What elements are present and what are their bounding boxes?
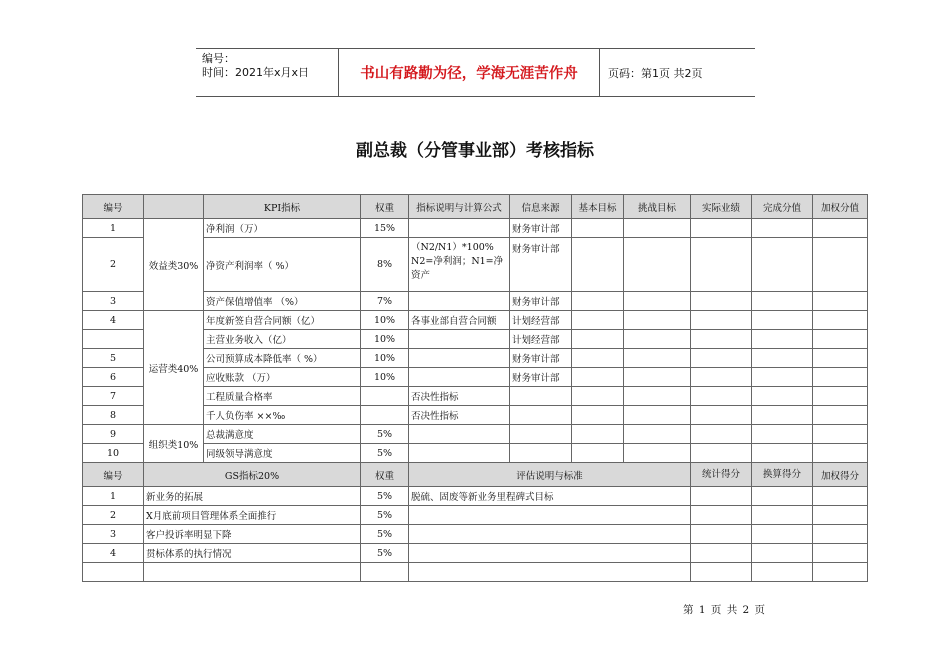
indicator-source: 计划经营部 (510, 311, 572, 330)
gs-indicator-name: 客户投诉率明显下降 (144, 525, 361, 544)
table-row (83, 425, 868, 444)
table-row (83, 525, 868, 544)
indicator-weight: 5% (361, 444, 409, 463)
page-header (196, 48, 755, 97)
table-row (83, 487, 868, 506)
cell (624, 444, 691, 463)
row-number: 3 (83, 292, 144, 311)
gs-header-row (83, 463, 868, 487)
indicator-name: 总裁满意度 (204, 425, 361, 444)
cell (691, 349, 752, 368)
cell (572, 444, 624, 463)
gs-indicator-name: 贯标体系的执行情况 (144, 544, 361, 563)
group-label: 运营类40% (144, 311, 204, 425)
indicator-source: 财务审计部 (510, 238, 572, 292)
cell (691, 525, 752, 544)
indicator-name: 工程质量合格率 (204, 387, 361, 406)
cell (572, 368, 624, 387)
cell (691, 506, 752, 525)
cell (144, 563, 361, 582)
header-cell: KPI指标 (204, 195, 361, 219)
indicator-weight: 10% (361, 349, 409, 368)
indicator-weight: 10% (361, 311, 409, 330)
indicator-source (510, 425, 572, 444)
indicator-name: 净资产利润率（ %） (204, 238, 361, 292)
header-cell: 换算得分 (752, 463, 813, 487)
cell (813, 349, 868, 368)
header-cell: 实际业绩 (691, 195, 752, 219)
gs-indicator-desc (409, 525, 691, 544)
number-label: 编号： (202, 52, 235, 65)
indicator-desc: 各事业部自营合同额 (409, 311, 510, 330)
header-cell: 信息来源 (510, 195, 572, 219)
gs-indicator-weight: 5% (361, 544, 409, 563)
cell (572, 387, 624, 406)
cell (752, 563, 813, 582)
cell (624, 219, 691, 238)
cell (572, 406, 624, 425)
header-cell (144, 195, 204, 219)
indicator-desc (409, 330, 510, 349)
row-number: 5 (83, 349, 144, 368)
cell (624, 368, 691, 387)
cell (572, 311, 624, 330)
indicator-weight: 15% (361, 219, 409, 238)
cell (752, 292, 813, 311)
cell (572, 219, 624, 238)
row-number: 3 (83, 525, 144, 544)
cell (624, 349, 691, 368)
group-label: 效益类30% (144, 219, 204, 311)
cell (572, 425, 624, 444)
gs-indicator-name: X月底前项目管理体系全面推行 (144, 506, 361, 525)
header-cell: 完成分值 (752, 195, 813, 219)
cell (752, 330, 813, 349)
kpi-table (82, 194, 868, 582)
table-row (83, 563, 868, 582)
indicator-desc (409, 444, 510, 463)
cell (752, 368, 813, 387)
table-row (83, 544, 868, 563)
cell (624, 387, 691, 406)
cell (752, 544, 813, 563)
cell (572, 330, 624, 349)
gs-indicator-desc: 脱硫、固废等新业务里程碑式目标 (409, 487, 691, 506)
cell (691, 311, 752, 330)
cell (752, 487, 813, 506)
row-number (83, 330, 144, 349)
cell (813, 238, 868, 292)
cell (691, 563, 752, 582)
indicator-source: 财务审计部 (510, 219, 572, 238)
indicator-name: 同级领导满意度 (204, 444, 361, 463)
header-cell: 指标说明与计算公式 (409, 195, 510, 219)
cell (752, 387, 813, 406)
indicator-desc: 否决性指标 (409, 406, 510, 425)
cell (813, 544, 868, 563)
indicator-name: 年度新签自营合同额（亿） (204, 311, 361, 330)
cell (813, 292, 868, 311)
header-cell: 挑战目标 (624, 195, 691, 219)
indicator-desc (409, 292, 510, 311)
cell (691, 406, 752, 425)
header-cell: 权重 (361, 463, 409, 487)
indicator-desc: 否决性指标 (409, 387, 510, 406)
cell (813, 506, 868, 525)
row-number: 9 (83, 425, 144, 444)
indicator-weight: 5% (361, 425, 409, 444)
cell (361, 563, 409, 582)
header-cell: 权重 (361, 195, 409, 219)
indicator-name: 资产保值增值率 （%） (204, 292, 361, 311)
gs-indicator-weight: 5% (361, 506, 409, 525)
header-cell: 统计得分 (691, 463, 752, 487)
indicator-weight: 7% (361, 292, 409, 311)
cell (691, 219, 752, 238)
cell (752, 444, 813, 463)
header-cell: 评估说明与标准 (409, 463, 691, 487)
header-page-info: 页码：第1页 共2页 (608, 66, 703, 80)
cell (752, 525, 813, 544)
indicator-source: 财务审计部 (510, 368, 572, 387)
row-number: 4 (83, 544, 144, 563)
time-label: 时间：2021年x月x日 (202, 66, 310, 79)
table-row (83, 311, 868, 330)
cell (813, 563, 868, 582)
row-number: 6 (83, 368, 144, 387)
cell (691, 444, 752, 463)
cell (813, 368, 868, 387)
cell (691, 330, 752, 349)
cell (813, 444, 868, 463)
row-number: 1 (83, 219, 144, 238)
cell (813, 219, 868, 238)
group-label: 组织类10% (144, 425, 204, 463)
indicator-source: 财务审计部 (510, 292, 572, 311)
cell (691, 487, 752, 506)
indicator-desc (409, 219, 510, 238)
row-number: 7 (83, 387, 144, 406)
gs-indicator-desc (409, 544, 691, 563)
indicator-name: 公司预算成本降低率（ %） (204, 349, 361, 368)
cell (691, 368, 752, 387)
cell (752, 506, 813, 525)
cell (752, 349, 813, 368)
row-number: 8 (83, 406, 144, 425)
row-number: 2 (83, 238, 144, 292)
gs-indicator-name: 新业务的拓展 (144, 487, 361, 506)
indicator-desc (409, 368, 510, 387)
cell (813, 487, 868, 506)
indicator-source (510, 387, 572, 406)
header-cell: 加权分值 (813, 195, 868, 219)
cell (624, 406, 691, 425)
row-number: 4 (83, 311, 144, 330)
cell (624, 311, 691, 330)
indicator-name: 应收账款 （万） (204, 368, 361, 387)
cell (572, 238, 624, 292)
cell (691, 544, 752, 563)
header-motto: 书山有路勤为径，学海无涯苦作舟 (338, 49, 600, 96)
header-cell: 基本目标 (572, 195, 624, 219)
gs-indicator-desc (409, 506, 691, 525)
header-cell: GS指标20% (144, 463, 361, 487)
indicator-desc (409, 425, 510, 444)
cell (752, 406, 813, 425)
cell (624, 292, 691, 311)
cell (813, 406, 868, 425)
indicator-weight: 10% (361, 368, 409, 387)
indicator-weight (361, 387, 409, 406)
cell (752, 238, 813, 292)
table-row (83, 219, 868, 238)
indicator-weight: 10% (361, 330, 409, 349)
cell (691, 238, 752, 292)
gs-indicator-weight: 5% (361, 525, 409, 544)
cell (813, 425, 868, 444)
cell (572, 349, 624, 368)
cell (813, 387, 868, 406)
cell (691, 387, 752, 406)
indicator-desc (409, 349, 510, 368)
indicator-source: 计划经营部 (510, 330, 572, 349)
row-number: 10 (83, 444, 144, 463)
indicator-source (510, 406, 572, 425)
cell (813, 525, 868, 544)
header-cell: 加权得分 (813, 463, 868, 487)
cell (83, 563, 144, 582)
indicator-source (510, 444, 572, 463)
kpi-header-row (83, 195, 868, 219)
cell (624, 330, 691, 349)
header-cell: 编号 (83, 195, 144, 219)
cell (813, 330, 868, 349)
header-meta (196, 49, 338, 96)
cell (624, 425, 691, 444)
cell (572, 292, 624, 311)
cell (691, 292, 752, 311)
indicator-desc: （N2/N1）*100% N2=净利润；N1=净资产 (409, 238, 510, 292)
indicator-weight: 8% (361, 238, 409, 292)
cell (691, 425, 752, 444)
header-cell: 编号 (83, 463, 144, 487)
page-footer: 第 1 页 共 2 页 (683, 604, 766, 616)
table-row (83, 506, 868, 525)
cell (409, 563, 691, 582)
cell (752, 219, 813, 238)
gs-indicator-weight: 5% (361, 487, 409, 506)
indicator-name: 净利润（万） (204, 219, 361, 238)
row-number: 2 (83, 506, 144, 525)
document-title: 副总裁（分管事业部）考核指标 (356, 141, 594, 161)
indicator-name: 主营业务收入（亿） (204, 330, 361, 349)
indicator-name: 千人负伤率 ××‰ (204, 406, 361, 425)
cell (624, 238, 691, 292)
indicator-weight (361, 406, 409, 425)
cell (813, 311, 868, 330)
cell (752, 425, 813, 444)
cell (752, 311, 813, 330)
row-number: 1 (83, 487, 144, 506)
indicator-source: 财务审计部 (510, 349, 572, 368)
